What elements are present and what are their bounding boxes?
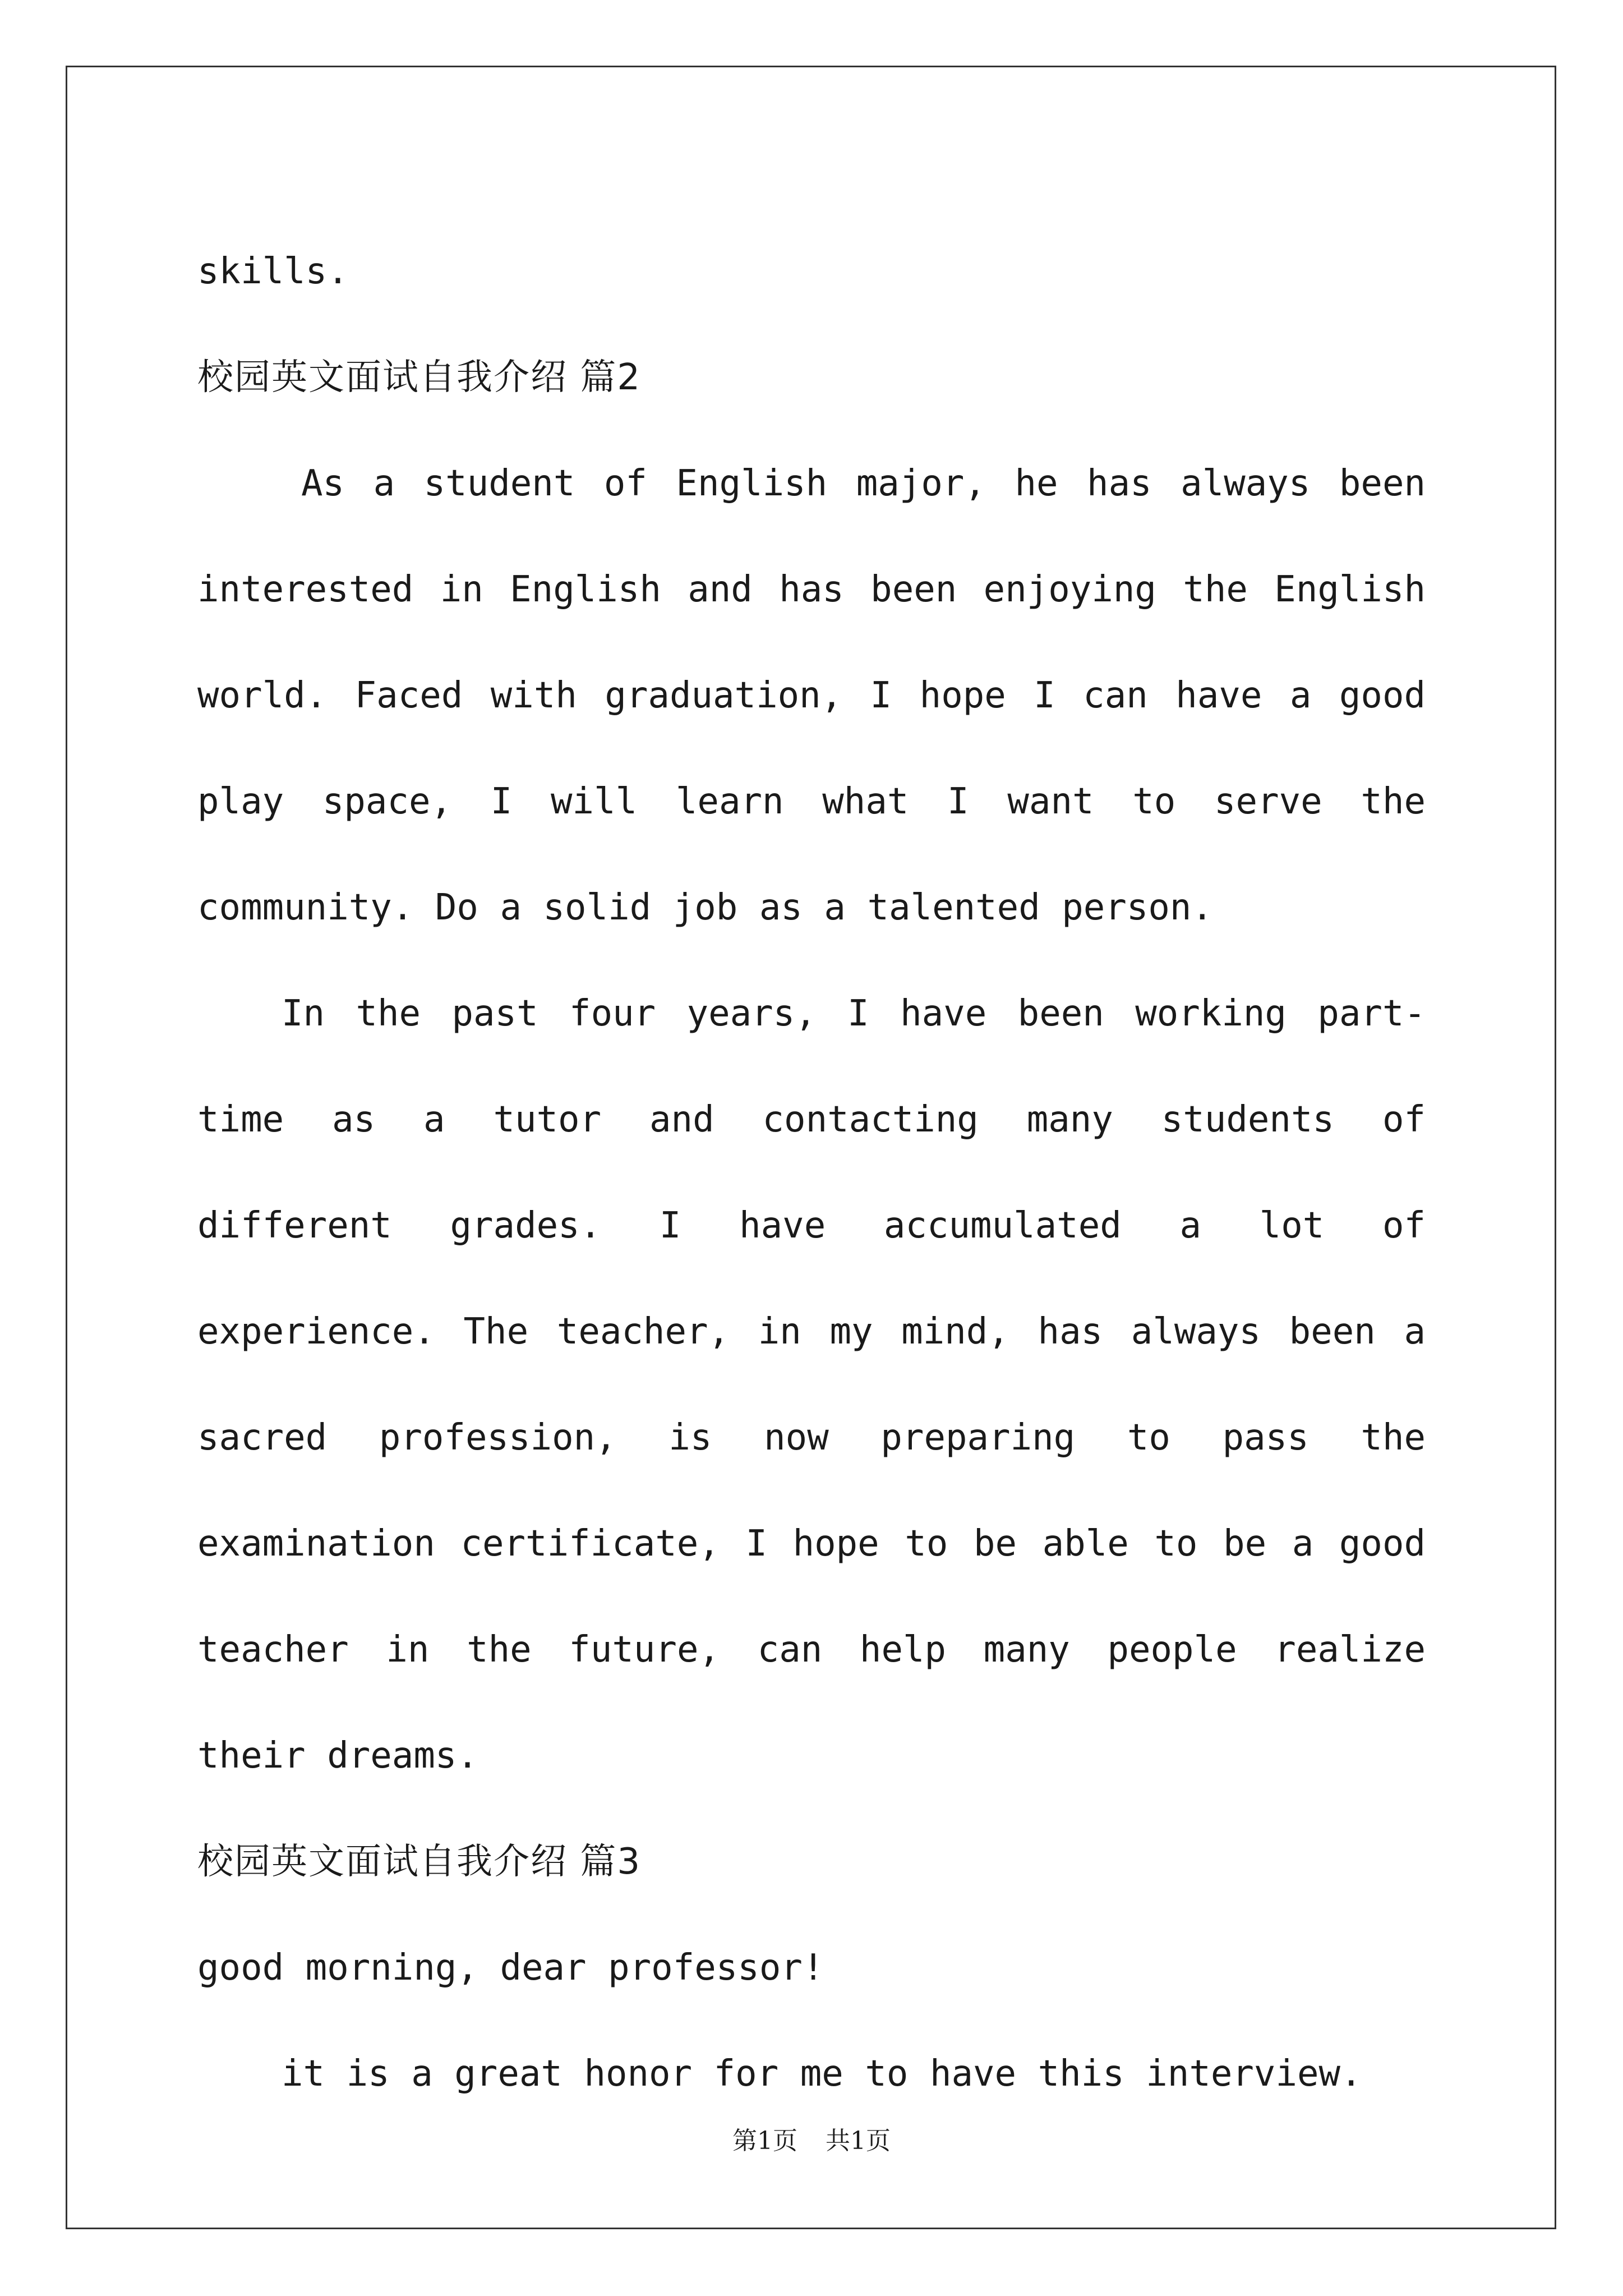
paragraph-greeting: good morning, dear professor! — [197, 1947, 824, 1989]
document-body — [197, 219, 1426, 2127]
page-footer — [0, 2120, 1623, 2156]
paragraph-skills: skills. — [197, 251, 349, 292]
paragraph-english-major: As a student of English major, he has always been interested in English and has been enjoying the English world. Faced with graduation, I hope I can have a good play space, I will learn what I want to serve the community. Do a solid job as a talented person. — [197, 463, 1426, 928]
paragraph-tutor-experience: In the past four years, I have been working part-time as a tutor and contacting many students of different grades. I have accumulated a lot of experience. The teacher, in my mind, has always been a sacred profession, is now preparing to pass the examination certificate, I hope to be able to be a good teacher in the future, can help many people realize their dreams. — [197, 993, 1426, 1777]
page-number-current: 第1页 — [732, 2127, 797, 2155]
section-heading-3: 校园英文面试自我介绍 篇3 — [197, 1841, 642, 1883]
paragraph-honor: it is a great honor for me to have this interview. — [282, 2053, 1362, 2095]
page-number-total: 共1页 — [826, 2127, 891, 2155]
section-heading-2: 校园英文面试自我介绍 篇2 — [197, 357, 642, 398]
